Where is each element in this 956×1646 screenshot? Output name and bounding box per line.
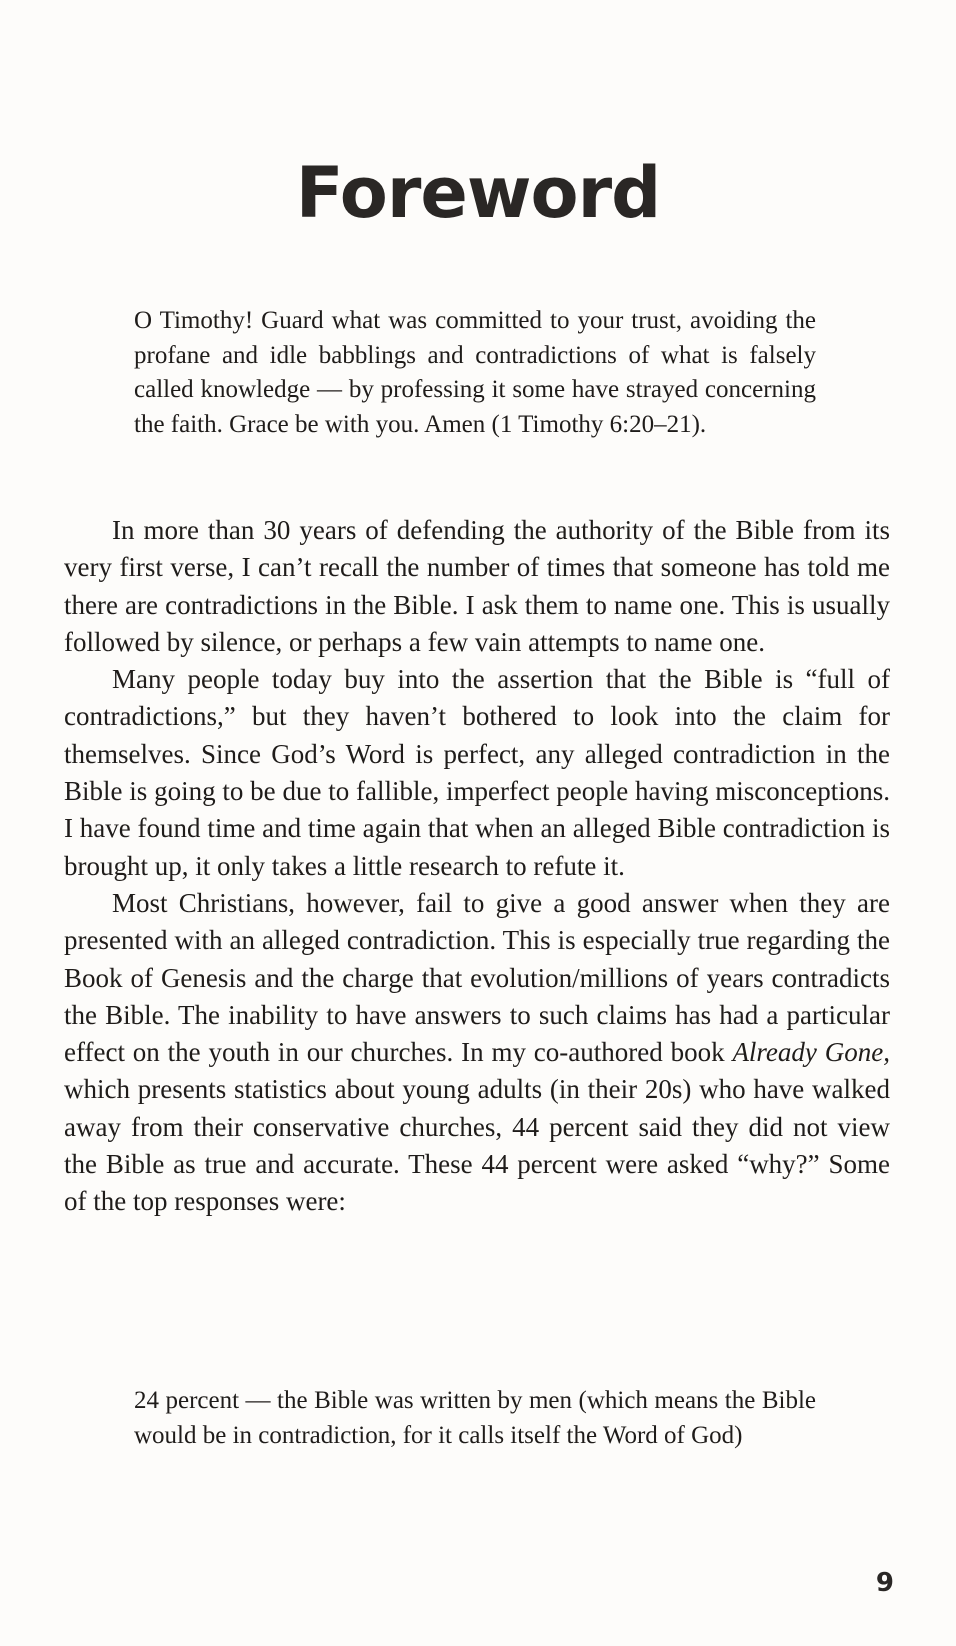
paragraph-2: Many people today buy into the assertion that the Bible is “full of contradictions,” but they haven’t bothered to look into the claim for themselves. Since God’s Word is perfect, any alleged contradiction in the Bible is going to be due to fallible, imperfect people having misconceptions. I have found time and time again that when an alleged Bible contradiction is brought up, it only takes a little research to refute it. — [64, 664, 890, 881]
page-title: Foreword — [295, 152, 661, 234]
survey-response-quote: 24 percent — the Bible was written by men (which means the Bible would be in contradiction, for it calls itself the Word of God) — [134, 1387, 816, 1449]
paragraph-1: In more than 30 years of defending the authority of the Bible from its very first verse, I can’t recall the number of times that someone has told me there are contradictions in the Bible. I ask them to name one. This is usually followed by silence, or perhaps a few vain attempts to name one. — [64, 515, 890, 657]
paragraph-3 — [64, 885, 890, 1221]
epigraph-quote: O Timothy! Guard what was committed to your trust, avoiding the profane and idle babblings and contradictions of what is falsely called knowledge — by professing it some have strayed concerning the faith. Grace be with you. Amen (1 Timothy 6:20–21). — [134, 307, 816, 438]
book-title-already-gone: Already Gone, — [732, 1037, 890, 1068]
body-text — [64, 512, 890, 1221]
paragraph-3-text-end: which presents statistics about young adults (in their 20s) who have walked away from their conservative churches, 44 percent said they did not view the Bible as true and accurate. These 44 percent were asked “why?” Some of the top responses were: — [64, 1074, 890, 1217]
paragraph-3-text-start: Most Christians, however, fail to give a good answer when they are presented with an alleged contradiction. This is especially true regarding the Book of Genesis and the charge that evolution/millions of years contradicts the Bible. The inability to have answers to such claims has had a particular effect on the youth in our churches. In my co-authored book — [64, 887, 890, 1068]
page-number: 9 — [875, 1568, 894, 1598]
